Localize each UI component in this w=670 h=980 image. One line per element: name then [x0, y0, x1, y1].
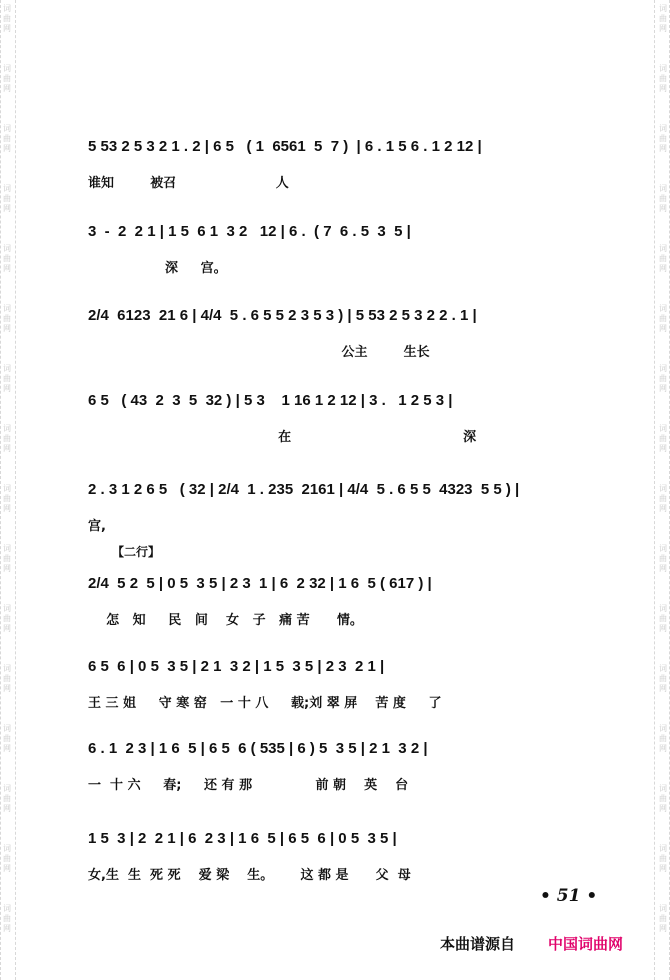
- watermark-text: 词 曲 网: [3, 64, 11, 93]
- watermark-text: 词 曲 网: [659, 844, 667, 873]
- watermark-text: 词 曲 网: [3, 364, 11, 393]
- watermark-text: 词 曲 网: [3, 424, 11, 453]
- lyrics-line: 谁知 被召 人: [88, 176, 289, 191]
- source-label: 本曲谱源自: [440, 935, 516, 953]
- lyrics-line: 女,生 生 死 死 爱 梁 生。 这 都 是 父 母: [88, 868, 411, 883]
- notation-line: 2/4 6123 21 6 | 4/4 5 . 6 5 5 2 3 5 3 ) | 5 53 2 5 3 2 2 . 1 |: [88, 307, 477, 324]
- watermark-text: 词 曲 网: [659, 64, 667, 93]
- watermark-text: 词 曲 网: [659, 484, 667, 513]
- lyrics-line: 王 三 姐 守 寒 窑 一 十 八 载;刘 翠 屏 苦 度 了: [88, 696, 442, 711]
- watermark-text: 词 曲 网: [659, 604, 667, 633]
- watermark-text: 词 曲 网: [3, 604, 11, 633]
- lyrics-line: 怎 知 民 间 女 子 痛 苦 情。: [88, 613, 363, 628]
- source-site-link[interactable]: 中国词曲网: [548, 935, 624, 953]
- watermark-text: 词 曲 网: [3, 844, 11, 873]
- lyrics-line: 宫,: [88, 519, 106, 534]
- watermark-text: 词 曲 网: [659, 904, 667, 933]
- watermark-text: 词 曲 网: [659, 424, 667, 453]
- watermark-text: 词 曲 网: [659, 244, 667, 273]
- notation-line: 2 . 3 1 2 6 5 ( 32 | 2/4 1 . 235 2161 | 4/4 5 . 6 5 5 4323 5 5 ) |: [88, 481, 520, 498]
- notation-line: 2/4 5 2 5 | 0 5 3 5 | 2 3 1 | 6 2 32 | 1 6 5 ( 617 ) |: [88, 575, 432, 592]
- watermark-text: 词 曲 网: [3, 184, 11, 213]
- watermark-text: 词 曲 网: [659, 544, 667, 573]
- watermark-text: 词 曲 网: [659, 4, 667, 33]
- watermark-text: 词 曲 网: [659, 124, 667, 153]
- notation-line: 1 5 3 | 2 2 1 | 6 2 3 | 1 6 5 | 6 5 6 | 0 5 3 5 |: [88, 830, 397, 847]
- lyrics-line: 一 十 六 春; 还 有 那 前 朝 英 台: [88, 778, 409, 793]
- section-label: 【二行】: [112, 545, 161, 559]
- watermark-text: 词 曲 网: [3, 904, 11, 933]
- watermark-text: 词 曲 网: [659, 304, 667, 333]
- watermark-text: 词 曲 网: [3, 724, 11, 753]
- page-number: • 51 •: [540, 886, 598, 906]
- lyrics-line: 公主 生长: [88, 345, 430, 360]
- watermark-text: 词 曲 网: [3, 664, 11, 693]
- watermark-text: 词 曲 网: [659, 664, 667, 693]
- watermark-text: 词 曲 网: [3, 784, 11, 813]
- watermark-text: 词 曲 网: [659, 364, 667, 393]
- lyrics-line: 在 深: [88, 430, 477, 445]
- watermark-text: 词 曲 网: [3, 124, 11, 153]
- watermark-text: 词 曲 网: [659, 724, 667, 753]
- notation-line: 3 - 2 2 1 | 1 5 6 1 3 2 12 | 6 . ( 7 6 . 5 3 5 |: [88, 223, 411, 240]
- watermark-text: 词 曲 网: [3, 304, 11, 333]
- notation-line: 6 5 6 | 0 5 3 5 | 2 1 3 2 | 1 5 3 5 | 2 3 2 1 |: [88, 658, 385, 675]
- watermark-text: 词 曲 网: [3, 544, 11, 573]
- watermark-text: 词 曲 网: [659, 184, 667, 213]
- watermark-text: 词 曲 网: [3, 244, 11, 273]
- watermark-text: 词 曲 网: [659, 784, 667, 813]
- notation-line: 6 . 1 2 3 | 1 6 5 | 6 5 6 ( 535 | 6 ) 5 3 5 | 2 1 3 2 |: [88, 740, 428, 757]
- notation-line: 5 53 2 5 3 2 1 . 2 | 6 5 ( 1 6561 5 7 ) | 6 . 1 5 6 . 1 2 12 |: [88, 138, 482, 155]
- watermark-text: 词 曲 网: [3, 4, 11, 33]
- watermark-text: 词 曲 网: [3, 484, 11, 513]
- lyrics-line: 深 宫。: [88, 261, 227, 276]
- notation-line: 6 5 ( 43 2 3 5 32 ) | 5 3 1 16 1 2 12 | 3 . 1 2 5 3 |: [88, 392, 453, 409]
